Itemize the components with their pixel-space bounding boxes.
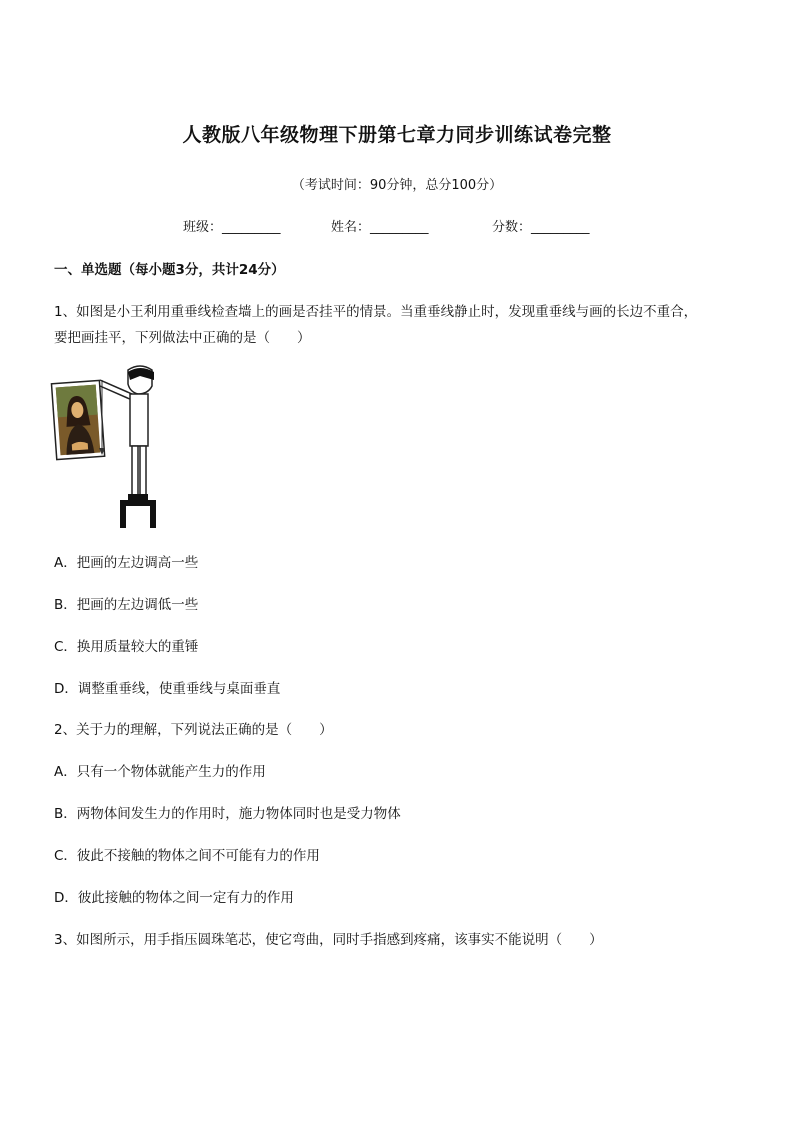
- q1-option-c: C．换用质量较大的重锤: [54, 639, 199, 655]
- q2-option-d: D．彼此接触的物体之间一定有力的作用: [54, 890, 294, 906]
- score-field: 分数：_________: [492, 220, 590, 235]
- plumb-line-illustration: [48, 364, 168, 532]
- section-heading: 一、单选题（每小题3分，共计24分）: [54, 262, 285, 278]
- q2-option-b: B．两物体间发生力的作用时，施力物体同时也是受力物体: [54, 806, 401, 822]
- q1-option-b: B．把画的左边调低一些: [54, 597, 199, 613]
- question-1-stem-line1: 1、如图是小王利用重垂线检查墙上的画是否挂平的情景。当重垂线静止时，发现重垂线与画的长边不重合，: [54, 304, 698, 320]
- page-title: 人教版八年级物理下册第七章力同步训练试卷完整: [182, 124, 612, 146]
- question-3-stem: 3、如图所示，用手指压圆珠笔芯，使它弯曲，同时手指感到疼痛，该事实不能说明（ ）: [54, 932, 603, 948]
- exam-subtitle: （考试时间：90分钟，总分100分）: [291, 178, 503, 193]
- q2-option-c: C．彼此不接触的物体之间不可能有力的作用: [54, 848, 320, 864]
- class-field: 班级：_________: [183, 220, 281, 235]
- name-field: 姓名：_________: [331, 220, 429, 235]
- question-2-stem: 2、关于力的理解，下列说法正确的是（ ）: [54, 722, 333, 738]
- plumb-line-figure: [48, 364, 168, 532]
- q1-option-a: A．把画的左边调高一些: [54, 555, 199, 571]
- q1-option-d: D．调整重垂线，使重垂线与桌面垂直: [54, 681, 281, 697]
- picture-frame: [51, 380, 104, 459]
- question-1-stem-line2: 要把画挂平，下列做法中正确的是（ ）: [54, 330, 311, 346]
- q2-option-a: A．只有一个物体就能产生力的作用: [54, 764, 266, 780]
